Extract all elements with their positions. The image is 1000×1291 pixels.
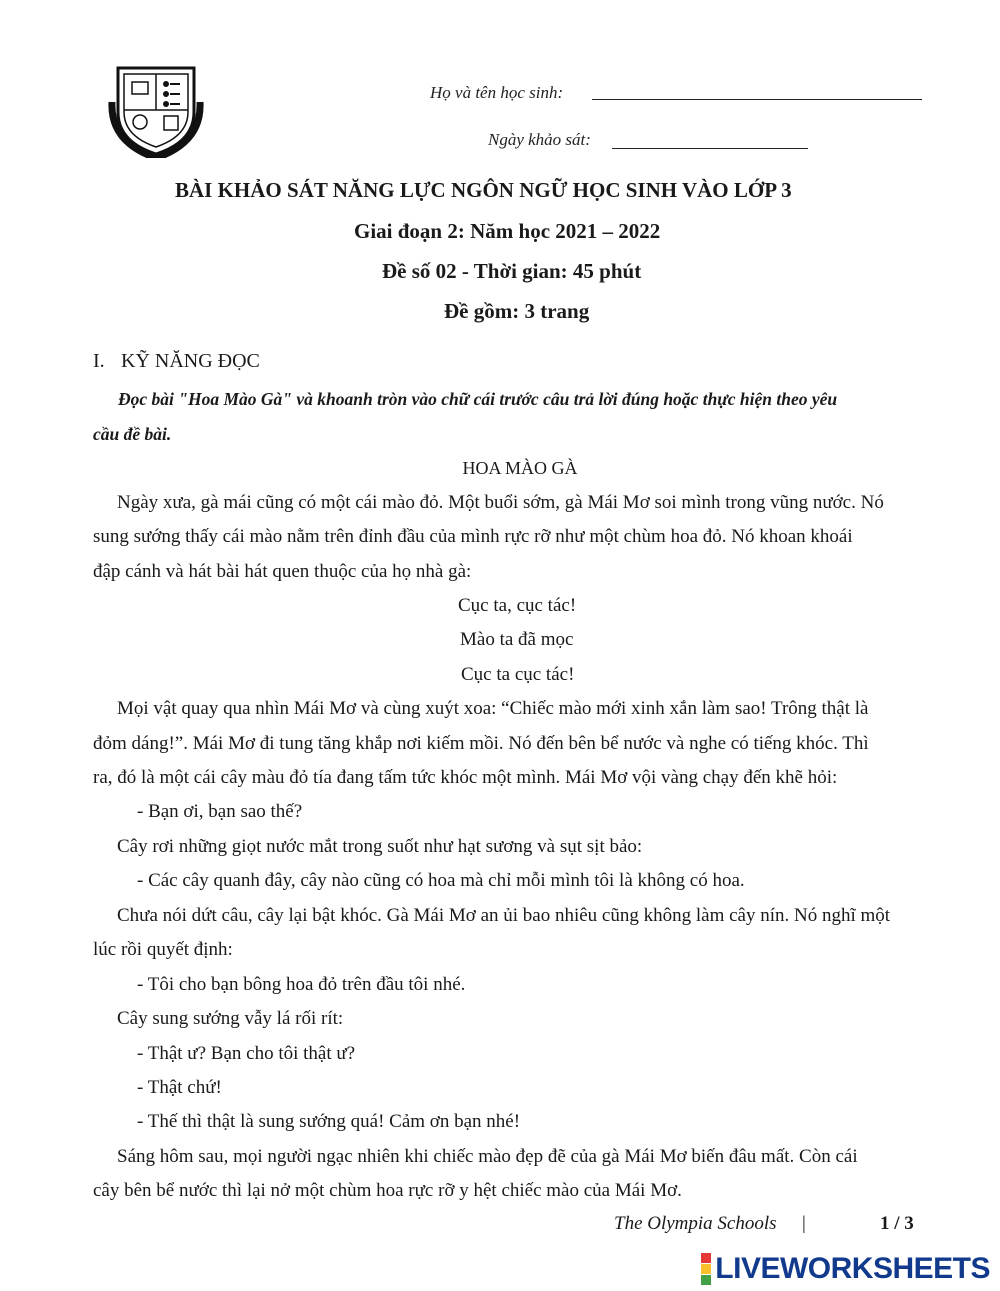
story-line: lúc rồi quyết định:: [93, 939, 233, 960]
dialogue-line: - Thật ư? Bạn cho tôi thật ư?: [137, 1043, 356, 1064]
exam-title: Đề số 02 - Thời gian: 45 phút: [382, 259, 642, 283]
dialogue-line: - Thật chứ!: [137, 1077, 222, 1098]
olympia-schools-crest-icon: [108, 62, 204, 158]
student-name-field[interactable]: [592, 99, 922, 100]
dialogue-line: - Bạn ơi, bạn sao thế?: [137, 801, 303, 822]
instruction-line-2: cầu đề bài.: [93, 424, 172, 444]
story-line: cây bên bể nước thì lại nở một chùm hoa rực rỡ y hệt chiếc mào của Mái Mơ.: [93, 1180, 682, 1201]
survey-date-field[interactable]: [612, 148, 808, 149]
story-line: ra, đó là một cái cây màu đỏ tía đang tấm tức khóc một mình. Mái Mơ vội vàng chạy đến khẽ hỏi:: [93, 767, 838, 788]
footer-school-name: The Olympia Schools: [614, 1213, 777, 1234]
story-line: đỏm dáng!”. Mái Mơ đi tung tăng khắp nơi kiếm mồi. Nó đến bên bể nước và nghe có tiếng khóc. Thì: [93, 733, 869, 754]
phase-title: Giai đoạn 2: Năm học 2021 – 2022: [354, 219, 661, 243]
dialogue-line: - Các cây quanh đây, cây nào cũng có hoa mà chỉ mỗi mình tôi là không có hoa.: [137, 870, 745, 891]
story-title: HOA MÀO GÀ: [462, 458, 578, 478]
story-line: sung sướng thấy cái mào nằm trên đỉnh đầu của mình rực rỡ như một chùm hoa đỏ. Nó khoan khoái: [93, 526, 853, 547]
story-line: Ngày xưa, gà mái cũng có một cái mào đỏ. Một buổi sớm, gà Mái Mơ soi mình trong vũng nước. Nó: [117, 492, 884, 513]
survey-date-label: Ngày khảo sát:: [488, 130, 591, 149]
liveworksheets-watermark: [701, 1252, 990, 1286]
page-number: 1 / 3: [880, 1213, 914, 1234]
pages-title: Đề gồm: 3 trang: [444, 299, 590, 323]
student-name-label: Họ và tên học sinh:: [430, 83, 564, 102]
story-line: đập cánh và hát bài hát quen thuộc của họ nhà gà:: [93, 561, 472, 582]
section-number: I.: [93, 350, 105, 372]
liveworksheets-brand-text: LIVEWORKSHEETS: [715, 1252, 990, 1285]
story-line: Cây rơi những giọt nước mắt trong suốt như hạt sương và sụt sịt bảo:: [117, 836, 643, 857]
story-line: Sáng hôm sau, mọi người ngạc nhiên khi chiếc mào đẹp đẽ của gà Mái Mơ biến đâu mất. Còn cái: [117, 1146, 858, 1167]
dialogue-line: - Tôi cho bạn bông hoa đỏ trên đầu tôi nhé.: [137, 974, 466, 995]
instruction-line-1: Đọc bài "Hoa Mào Gà" và khoanh tròn vào chữ cái trước câu trả lời đúng hoặc thực hiện theo yêu: [118, 389, 838, 409]
section-title: KỸ NĂNG ĐỌC: [121, 350, 260, 372]
poem-line: Cục ta cục tác!: [461, 664, 575, 685]
story-line: Chưa nói dứt câu, cây lại bật khóc. Gà Mái Mơ an ủi bao nhiêu cũng không làm cây nín. Nó nghĩ một: [117, 905, 891, 926]
story-line: Cây sung sướng vẫy lá rối rít:: [117, 1008, 344, 1029]
main-title: BÀI KHẢO SÁT NĂNG LỰC NGÔN NGỮ HỌC SINH VÀO LỚP 3: [175, 178, 792, 202]
poem-line: Cục ta, cục tác!: [458, 595, 577, 616]
dialogue-line: - Thế thì thật là sung sướng quá! Cảm ơn bạn nhé!: [137, 1111, 521, 1132]
liveworksheets-logo-icon: [701, 1253, 711, 1285]
footer-separator: |: [802, 1213, 806, 1234]
poem-line: Mào ta đã mọc: [460, 629, 574, 650]
story-line: Mọi vật quay qua nhìn Mái Mơ và cùng xuýt xoa: “Chiếc mào mới xinh xắn làm sao! Trông thật là: [117, 698, 869, 719]
